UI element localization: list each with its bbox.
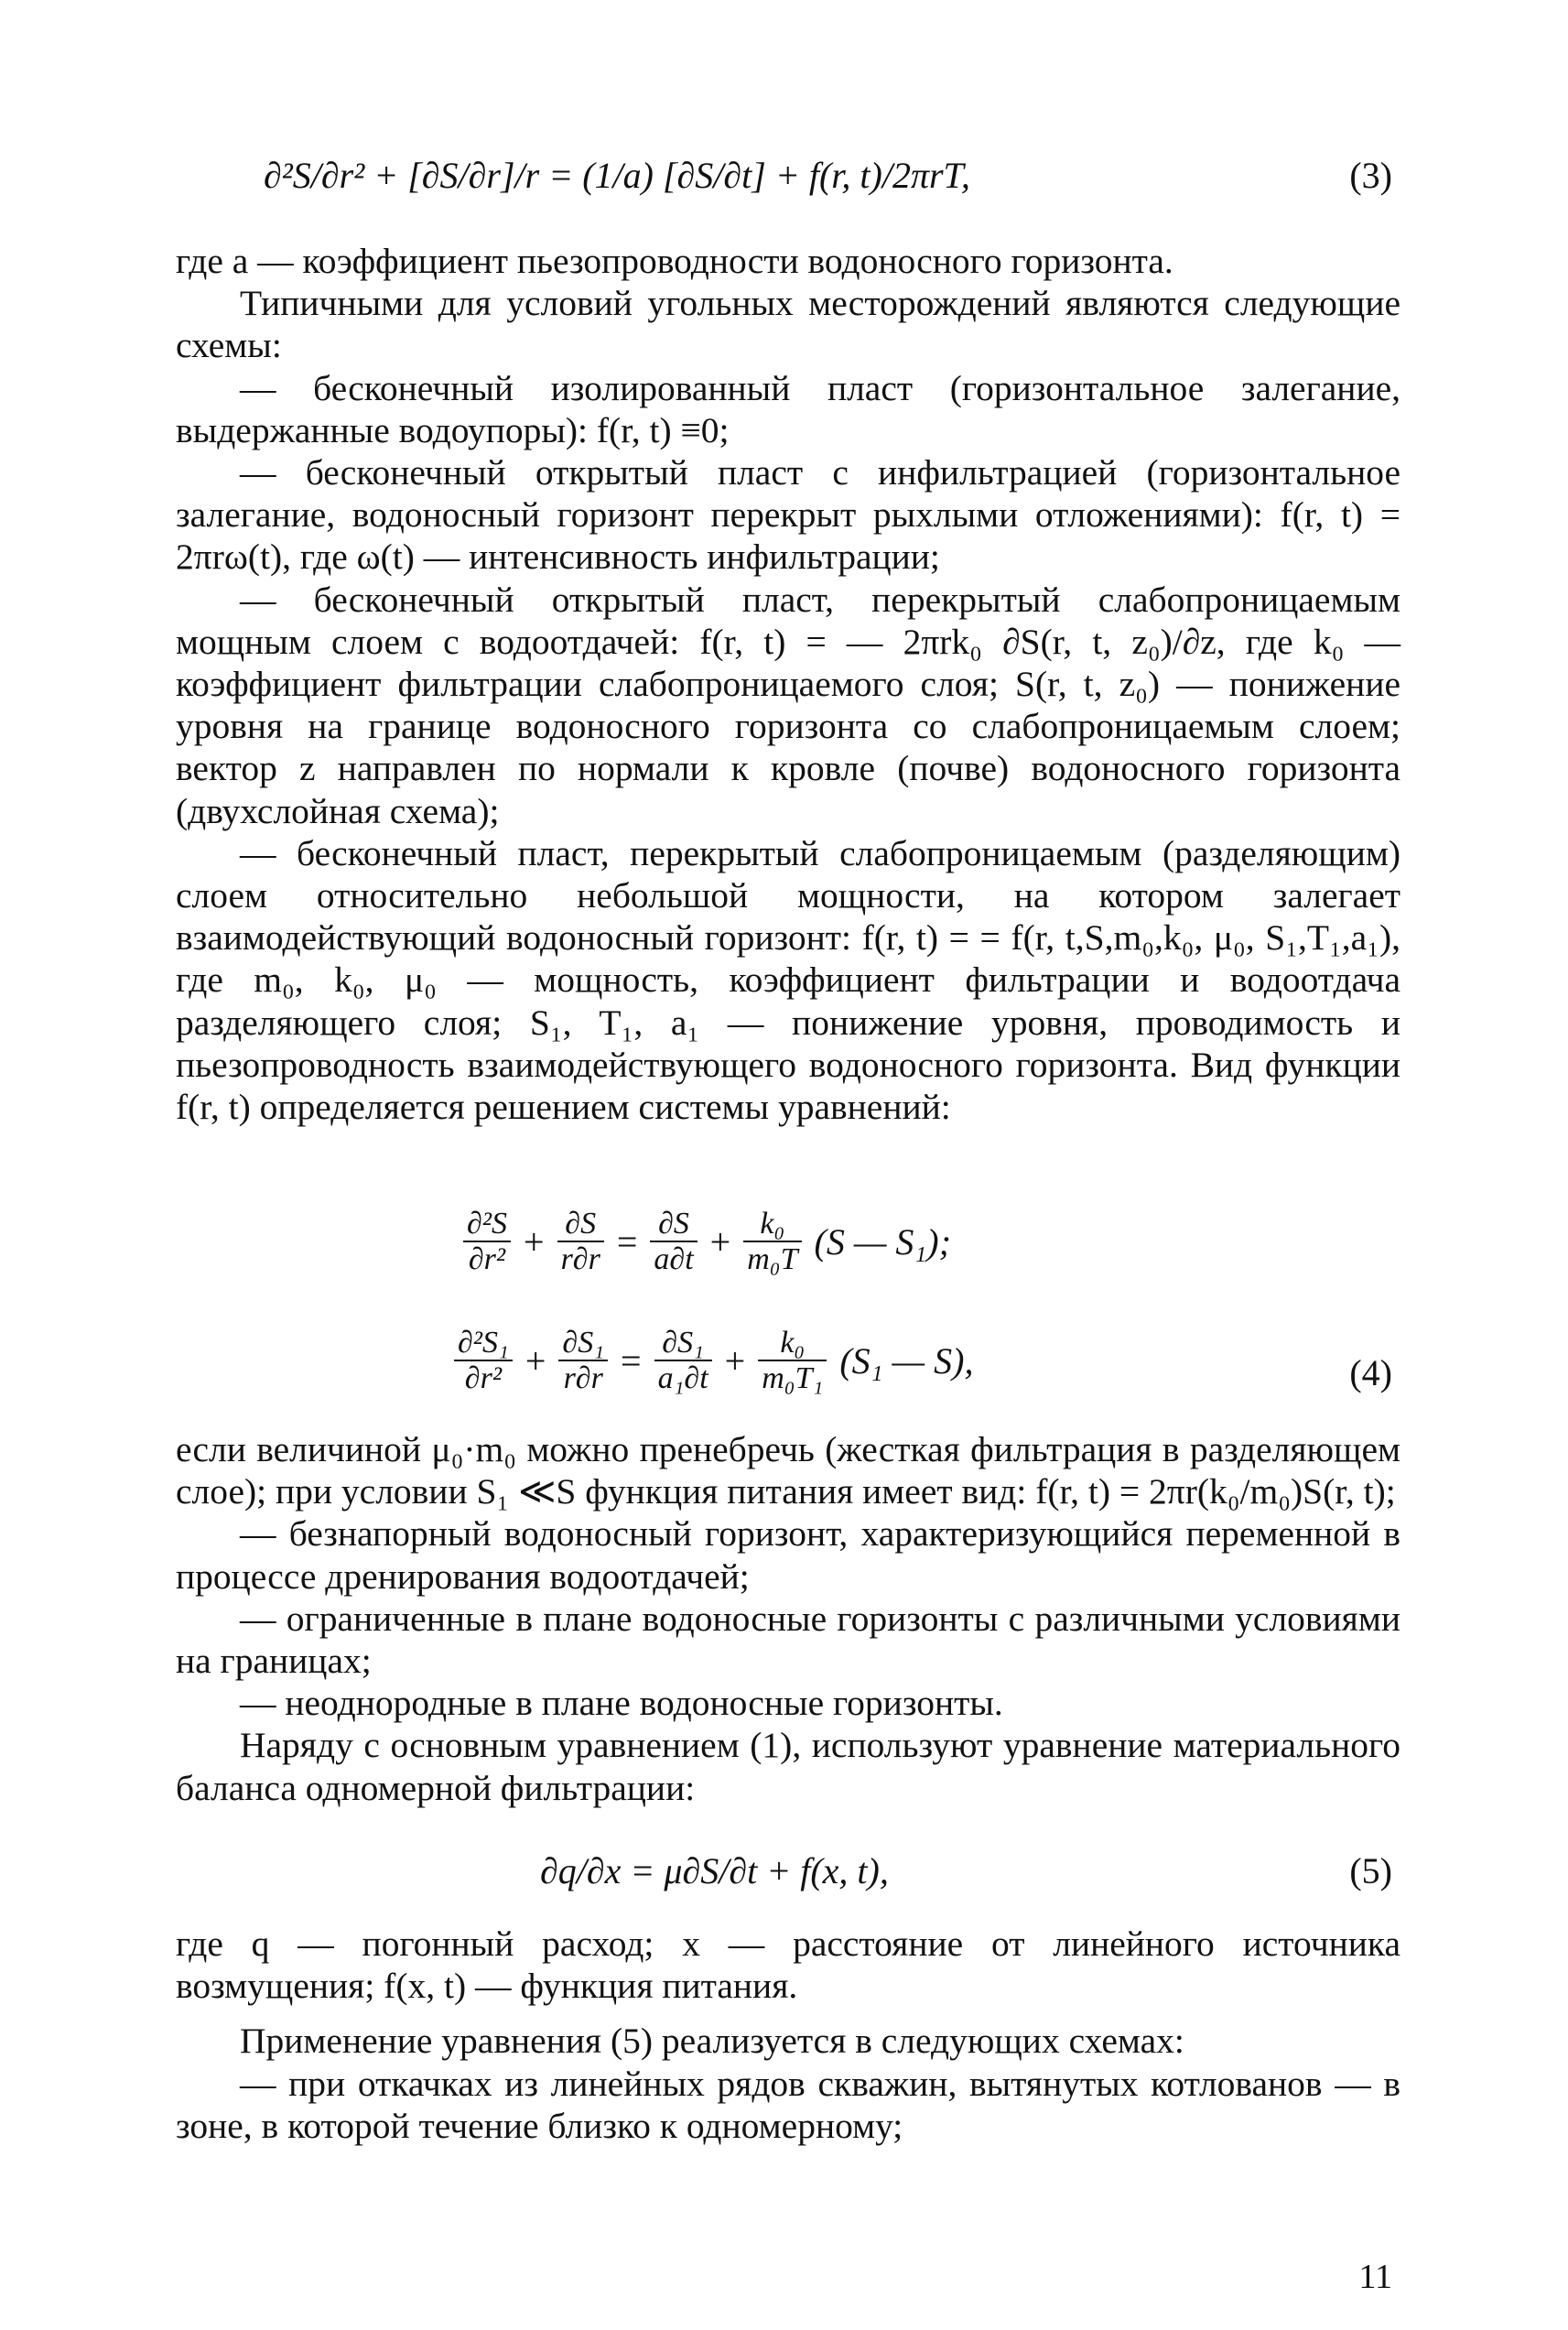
fraction-numerator: ∂²S₁ [454,1326,513,1361]
text-block-1 [176,240,1400,1128]
equation-4-line-1: $\frac{\text{∂²S}}{\text{∂r²}}$ + $\frac{\partial S}{r\partial r}$ = $\frac{\partial S}{a\partial t}$ + $\frac{\text{k₀}}{\text{m₀T}}$ (S — S₁); [458,1207,958,1277]
equation-5-number: (5) [1349,1850,1392,1891]
fraction-numerator: ∂S [650,1207,697,1242]
fraction-numerator: k₀ [758,1326,827,1361]
text-block-2 [176,1428,1400,1809]
equation-tail: (S — S₁); [814,1220,951,1263]
list-item: — ограниченные в плане водоносные горизонты с различными условиями на границах; [176,1598,1400,1682]
paragraph: Наряду с основным уравнением (1), используют уравнение материального баланса одномерной фильтрации: [176,1725,1400,1808]
list-item: — безнапорный водоносный горизонт, характеризующийся переменной в процессе дренирования водоотдачей; [176,1513,1400,1597]
list-item: — бесконечный открытый пласт с инфильтрацией (горизонтальное залегание, водоносный горизонт перекрыт рыхлыми отложениями): f(r, t) = 2πrω(t), где ω(t) — интенсивность инфильтрации; [176,452,1400,578]
equation-3-number: (3) [1349,155,1392,196]
paragraph: Типичными для условий угольных месторождений являются следующие схемы: [176,283,1400,366]
list-item: — неоднородные в плане водоносные горизонты. [240,1683,1003,1724]
equation-4-line-2: $\frac{\text{∂²S₁}}{\text{∂r²}}$ + $\frac{\text{∂S₁}}{r\partial r}$ = $\frac{\text{∂S₁}}{\text{a₁∂t}}$ + $\frac{\text{k₀}}{\text{m₀T₁}}$ (S₁ — S), [449,1326,980,1396]
equation-tail: (S₁ — S), [839,1339,974,1382]
equation-4-number: (4) [1349,1352,1392,1393]
paragraph: где q — погонный расход; x — расстояние от линейного источника возмущения; f(x, t) — функция питания. [176,1924,1400,2007]
fraction-numerator: ∂S₁ [558,1326,608,1361]
fraction-denominator: ∂r² [464,1361,503,1396]
text-block-3 [176,1923,1400,2147]
paragraph: если величиной μ₀·m₀ можно пренебречь (жесткая фильтрация в разделяющем слое); при условии S₁ ≪S функция питания имеет вид: f(r, t) = 2πr(k₀/m₀)S(r, t); [176,1429,1400,1512]
list-item: — бесконечный открытый пласт, перекрытый слабопроницаемым мощным слоем с водоотдачей: f(r, t) = — 2πrk₀ ∂S(r, t, z₀)/∂z, где k₀ — коэффициент фильтрации слабопроницаемого слоя; S(r, t, z₀) — понижение уровня на границе водоносного горизонта со слабопроницаемым слоем; вектор z направлен по нормали к кровле (почве) водоносного горизонта (двухслойная схема); [176,579,1400,831]
equation-3: ∂²S/∂r² + [∂S/∂r]/r = (1/a) [∂S/∂t] + f(r, t)/2πrT, [264,155,970,196]
fraction-denominator: r∂r [563,1361,603,1396]
fraction-denominator: a∂t [654,1242,694,1277]
fraction-numerator: ∂²S [463,1207,511,1242]
fraction-denominator: a₁∂t [657,1361,708,1396]
list-item: — при откачках из линейных рядов скважин, вытянутых котлованов — в зоне, в которой течение близко к одномерному; [176,2063,1400,2146]
fraction-numerator: ∂S [557,1207,604,1242]
paragraph: Применение уравнения (5) реализуется в следующих схемах: [240,2021,1184,2062]
fraction-denominator: r∂r [560,1242,600,1277]
list-item: — бесконечный пласт, перекрытый слабопроницаемым (разделяющим) слоем относительно небольшой мощности, на котором залегает взаимодействующий водоносный горизонт: f(r, t) = = f(r, t,S,m₀,k₀, μ₀, S₁,T₁,a₁), где m₀, k₀, μ₀ — мощность, коэффициент фильтрации и водоотдача разделяющего слоя; S₁, T₁, a₁ — понижение уровня, проводимость и пьезопроводность взаимодействующего водоносного горизонта. Вид функции f(r, t) определяется решением системы уравнений: [176,832,1400,1128]
page-number: 11 [1358,2258,1392,2296]
fraction-denominator: m₀T₁ [762,1361,824,1396]
fraction-numerator: ∂S₁ [654,1326,712,1361]
list-item: — бесконечный изолированный пласт (горизонтальное залегание, выдержанные водоупоры): f(r, t) ≡0; [176,367,1400,450]
paragraph: где a — коэффициент пьезопроводности водоносного горизонта. [176,241,1173,281]
fraction-numerator: k₀ [743,1207,801,1242]
fraction-denominator: ∂r² [468,1242,506,1277]
fraction-denominator: m₀T [747,1242,798,1277]
equation-5: ∂q/∂x = μ∂S/∂t + f(x, t), [540,1850,889,1891]
